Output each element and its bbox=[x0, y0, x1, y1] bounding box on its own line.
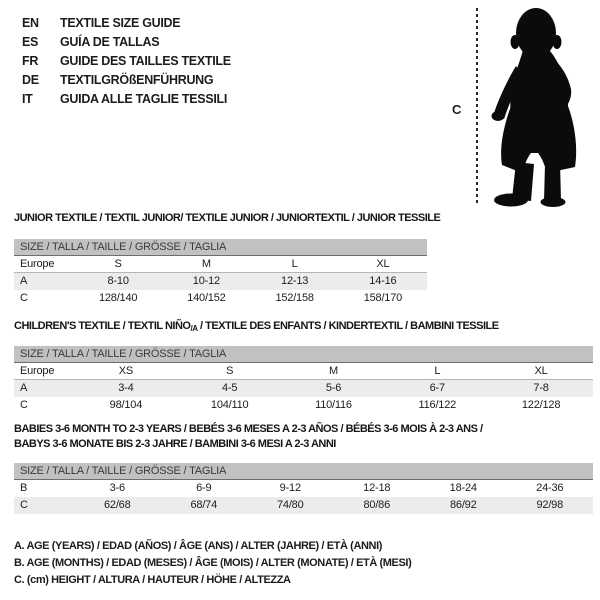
size-cell: L bbox=[291, 258, 298, 270]
table-row bbox=[14, 380, 593, 397]
size-cell: 104/110 bbox=[210, 399, 249, 411]
title-text: / TEXTILE DES ENFANTS / KINDERTEXTIL / BAMBINI TESSILE bbox=[197, 320, 499, 332]
size-cell: 5-6 bbox=[325, 382, 342, 394]
size-cell: 18-24 bbox=[449, 482, 477, 494]
size-cell: S bbox=[226, 365, 234, 377]
size-cell: 68/74 bbox=[190, 499, 218, 511]
table-row bbox=[14, 363, 593, 380]
language-code: DE bbox=[22, 72, 39, 87]
babies-size-table bbox=[14, 463, 593, 514]
size-cell: L bbox=[434, 365, 441, 377]
size-cell: XL bbox=[376, 258, 390, 270]
section-title-children bbox=[14, 320, 499, 333]
children-size-table bbox=[14, 346, 593, 414]
size-cell: 74/80 bbox=[276, 499, 304, 511]
language-code: FR bbox=[22, 53, 39, 68]
size-cell: 80/86 bbox=[363, 499, 391, 511]
height-measure-label: C bbox=[452, 102, 462, 117]
table-row bbox=[14, 397, 593, 414]
size-cell: 92/98 bbox=[536, 499, 564, 511]
title-text: CHILDREN'S TEXTILE / TEXTIL NIÑO bbox=[14, 320, 191, 332]
table-row bbox=[14, 273, 427, 290]
title-subscript: /A bbox=[190, 324, 198, 333]
row-label: C bbox=[20, 292, 28, 304]
size-cell: 10-12 bbox=[192, 275, 220, 287]
size-cell: XL bbox=[534, 365, 548, 377]
legend-footnotes bbox=[14, 538, 411, 589]
size-cell: 8-10 bbox=[107, 275, 129, 287]
size-cell: 12-18 bbox=[363, 482, 391, 494]
language-code: EN bbox=[22, 15, 39, 30]
size-cell: 110/116 bbox=[315, 399, 352, 411]
section-title-babies bbox=[14, 422, 483, 452]
language-title: GUIDE DES TAILLES TEXTILE bbox=[60, 53, 231, 68]
size-cell: M bbox=[329, 365, 338, 377]
language-title-list bbox=[22, 13, 231, 108]
row-label: C bbox=[20, 499, 28, 511]
size-cell: 24-36 bbox=[536, 482, 564, 494]
list-item bbox=[22, 89, 231, 108]
row-label: A bbox=[20, 382, 28, 394]
table-row bbox=[14, 480, 593, 497]
size-cell: 122/128 bbox=[521, 399, 561, 411]
size-cell: 3-4 bbox=[118, 382, 134, 394]
footnote-b: B. AGE (MONTHS) / EDAD (MESES) / ÂGE (MOIS) / ALTER (MONATE) / ETÀ (MESI) bbox=[14, 557, 412, 569]
section-title-junior: JUNIOR TEXTILE / TEXTIL JUNIOR/ TEXTILE JUNIOR / JUNIORTEXTIL / JUNIOR TESSILE bbox=[14, 212, 441, 224]
size-header-band: SIZE / TALLA / TAILLE / GRÖSSE / TAGLIA bbox=[14, 239, 427, 256]
size-cell: 86/92 bbox=[449, 499, 477, 511]
language-title: GUIDA ALLE TAGLIE TESSILI bbox=[60, 91, 228, 106]
size-cell: 116/122 bbox=[418, 399, 457, 411]
size-cell: 152/158 bbox=[275, 292, 314, 304]
row-label: B bbox=[20, 482, 28, 494]
size-header-band: SIZE / TALLA / TAILLE / GRÖSSE / TAGLIA bbox=[14, 346, 593, 363]
size-cell: 7-8 bbox=[533, 382, 549, 394]
list-item bbox=[22, 32, 231, 51]
size-cell: 12-13 bbox=[281, 275, 309, 287]
table-row bbox=[14, 497, 593, 514]
row-label: Europe bbox=[20, 258, 55, 270]
language-title: GUÍA DE TALLAS bbox=[60, 34, 160, 49]
size-cell: 14-16 bbox=[369, 275, 397, 287]
size-cell: XS bbox=[118, 365, 134, 377]
language-code: IT bbox=[22, 91, 33, 106]
row-label: Europe bbox=[20, 365, 55, 377]
size-cell: 6-9 bbox=[196, 482, 212, 494]
size-cell: 9-12 bbox=[279, 482, 301, 494]
title-line: BABYS 3-6 MONATE BIS 2-3 JAHRE / BAMBINI 3-6 MESI A 2-3 ANNI bbox=[14, 438, 336, 450]
table-row bbox=[14, 256, 427, 273]
language-code: ES bbox=[22, 34, 39, 49]
footnote-a: A. AGE (YEARS) / EDAD (AÑOS) / ÂGE (ANS) / ALTER (JAHRE) / ETÀ (ANNI) bbox=[14, 540, 382, 552]
size-cell: 4-5 bbox=[222, 382, 238, 394]
junior-size-table bbox=[14, 239, 427, 307]
footnote-c: C. (cm) HEIGHT / ALTURA / HAUTEUR / HÖHE / ALTEZZA bbox=[14, 574, 291, 586]
list-item bbox=[22, 51, 231, 70]
size-cell: 62/68 bbox=[103, 499, 131, 511]
size-cell: 6-7 bbox=[429, 382, 445, 394]
list-item bbox=[22, 70, 231, 89]
height-dashed-line bbox=[476, 8, 478, 206]
row-label: C bbox=[20, 399, 28, 411]
size-cell: M bbox=[201, 258, 211, 270]
size-cell: 98/104 bbox=[109, 399, 143, 411]
size-cell: 128/140 bbox=[98, 292, 138, 304]
size-cell: 158/170 bbox=[363, 292, 403, 304]
toddler-silhouette-image bbox=[487, 6, 594, 207]
title-line: BABIES 3-6 MONTH TO 2-3 YEARS / BEBÉS 3-6 MESES A 2-3 AÑOS / BÉBÉS 3-6 MOIS À 2-3 ANS / bbox=[14, 423, 483, 435]
list-item bbox=[22, 13, 231, 32]
size-cell: S bbox=[114, 258, 122, 270]
size-cell: 3-6 bbox=[109, 482, 125, 494]
row-label: A bbox=[20, 275, 28, 287]
table-row bbox=[14, 290, 427, 307]
size-cell: 140/152 bbox=[187, 292, 226, 304]
language-title: TEXTILE SIZE GUIDE bbox=[60, 15, 181, 30]
size-header-band: SIZE / TALLA / TAILLE / GRÖSSE / TAGLIA bbox=[14, 463, 593, 480]
language-title: TEXTILGRÖßENFÜHRUNG bbox=[60, 72, 214, 87]
